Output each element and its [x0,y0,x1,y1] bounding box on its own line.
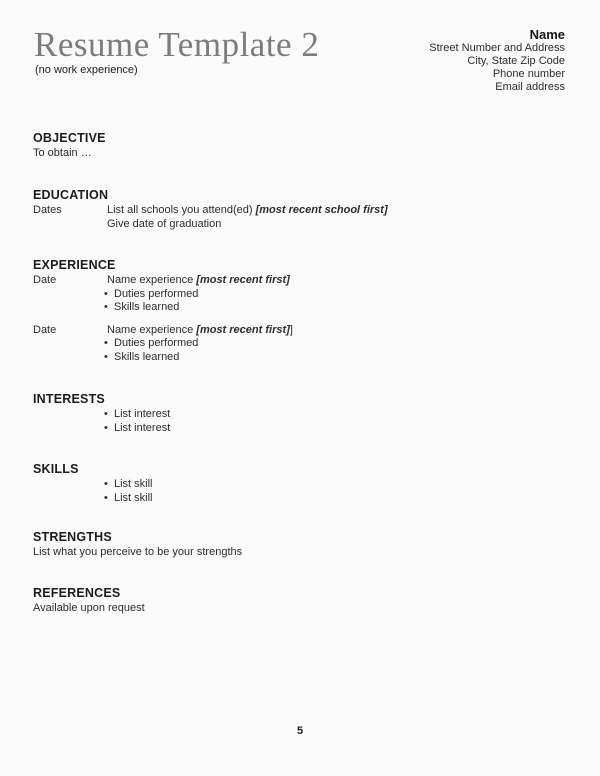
contact-name: Name [529,27,565,42]
bullet-item: • List interest [104,408,570,422]
bullet-item: • List interest [104,422,570,436]
education-description [107,204,570,231]
references-body: Available upon request [33,602,145,614]
education-line1-emphasis: [most recent school first] [255,204,388,216]
experience-entry-1-title-emphasis: [most recent first] [196,274,290,286]
contact-phone: Phone number [492,68,565,80]
document-title: Resume Template 2 [34,25,320,64]
references-heading: REFERENCES [33,586,121,600]
education-dates-label: Dates [33,204,62,216]
bullet-item: • Duties performed [104,288,570,302]
section-education [33,189,570,231]
section-skills [33,463,570,505]
experience-entry-2 [33,324,570,365]
education-heading: EDUCATION [33,188,109,202]
experience-entry-2-bullets [104,337,570,364]
strengths-body: List what you perceive to be your strengths [33,546,243,558]
contact-email: Email address [495,81,565,93]
bullet-item: • List skill [104,478,570,492]
education-line1: List all schools you attend(ed) [most recent school first] [107,204,388,216]
page-number: 5 [296,725,304,737]
interests-heading: INTERESTS [33,392,105,406]
section-interests [33,393,570,435]
strengths-heading: STRENGTHS [33,530,112,544]
experience-entry-1-title: Name experience [most recent first] [107,274,290,286]
experience-entry-1 [33,274,570,315]
contact-block [429,27,565,94]
experience-heading: EXPERIENCE [33,258,116,272]
section-experience [33,259,570,364]
experience-entry-2-date-label: Date [33,323,57,336]
experience-entry-2-title-emphasis: [most recent first] [196,323,290,336]
skills-heading: SKILLS [33,462,79,476]
objective-heading: OBJECTIVE [33,131,106,145]
bullet-item: • Skills learned [104,301,570,315]
experience-entry-1-bullets [104,288,570,315]
bullet-item: • Duties performed [104,337,570,351]
education-line2: Give date of graduation [107,217,222,230]
experience-entry-2-title: Name experience [most recent first]] [107,323,293,336]
objective-body: To obtain … [33,147,92,159]
interests-bullets [104,408,570,435]
skills-bullets [104,478,570,505]
experience-entry-1-row [33,274,570,288]
education-row [33,204,570,231]
bullet-item: • List skill [104,492,570,506]
document-subtitle: (no work experience) [35,64,138,76]
bullet-item: • Skills learned [104,351,570,365]
experience-entry-1-date-label: Date [33,274,57,286]
section-strengths [33,531,570,560]
section-objective [33,132,570,161]
experience-entry-2-row [33,324,570,338]
contact-city: City, State Zip Code [467,55,565,67]
contact-address: Street Number and Address [429,42,565,54]
section-references [33,587,570,616]
